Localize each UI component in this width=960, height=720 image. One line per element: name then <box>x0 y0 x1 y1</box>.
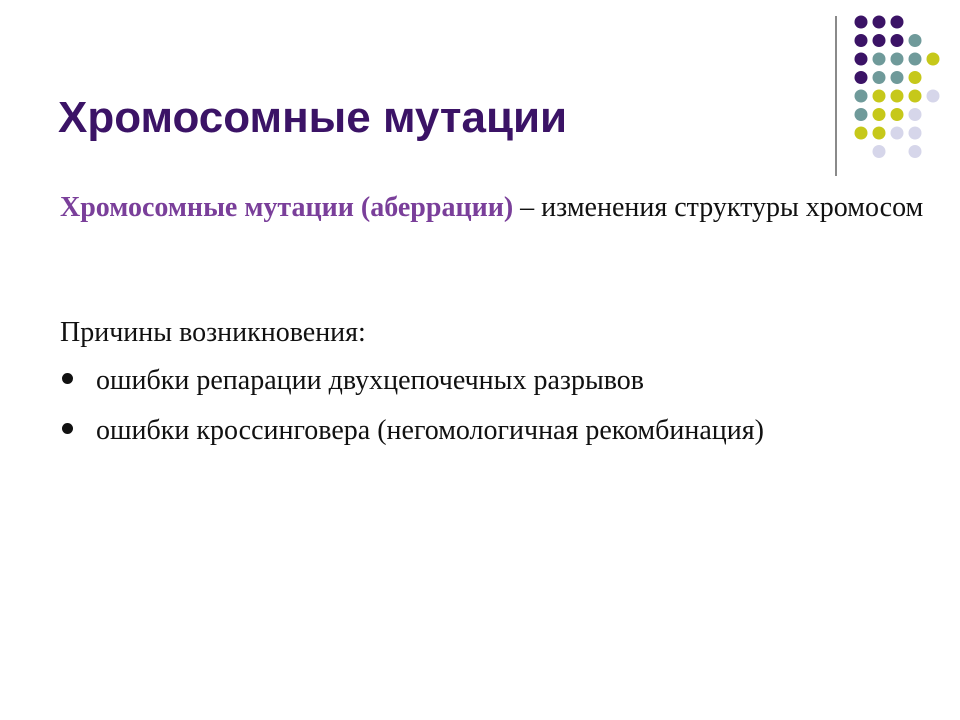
decorative-dot <box>909 53 922 66</box>
decorative-dot <box>927 53 940 66</box>
list-item-text: ошибки кроссинговера (негомологичная рекомбинация) <box>96 415 764 446</box>
vertical-divider <box>835 16 837 176</box>
decorative-dot <box>873 108 886 121</box>
decorative-dot <box>891 53 904 66</box>
decorative-dot <box>909 90 922 103</box>
list-item-text: ошибки репарации двухцепочечных разрывов <box>96 365 645 396</box>
definition-term: Хромосомные мутации (аберрации) <box>60 192 514 223</box>
definition-text: – изменения структуры хромосом <box>513 192 924 223</box>
decorative-dot <box>909 34 922 47</box>
decorative-dot <box>873 90 886 103</box>
decorative-dot <box>873 34 886 47</box>
decorative-dot <box>855 16 868 29</box>
decorative-dot <box>909 108 922 121</box>
decorative-dot <box>909 71 922 84</box>
decorative-dot <box>873 16 886 29</box>
bullet-icon <box>62 423 73 434</box>
decorative-dot <box>927 90 940 103</box>
decorative-dot <box>891 90 904 103</box>
decorative-dot <box>855 53 868 66</box>
decorative-dot <box>855 34 868 47</box>
decorative-dot <box>891 16 904 29</box>
decorative-dot <box>909 145 922 158</box>
bullet-icon <box>62 373 73 384</box>
decorative-dot <box>909 127 922 140</box>
decorative-dot <box>891 108 904 121</box>
slide-title: Хромосомные мутации <box>58 93 568 142</box>
causes-list <box>60 362 920 462</box>
decorative-dot <box>891 127 904 140</box>
decorative-dot <box>855 90 868 103</box>
decorative-dot <box>855 127 868 140</box>
decorative-dot <box>873 53 886 66</box>
decorative-dot <box>873 71 886 84</box>
causes-heading: Причины возникновения: <box>60 317 366 348</box>
definition-paragraph <box>60 189 956 227</box>
decorative-dot <box>855 71 868 84</box>
decorative-dot-grid <box>852 12 952 162</box>
decorative-dot <box>891 71 904 84</box>
list-item <box>60 362 920 400</box>
decorative-dot <box>873 127 886 140</box>
decorative-dot <box>873 145 886 158</box>
decorative-dot <box>891 34 904 47</box>
decorative-dot <box>855 108 868 121</box>
list-item <box>60 412 920 450</box>
